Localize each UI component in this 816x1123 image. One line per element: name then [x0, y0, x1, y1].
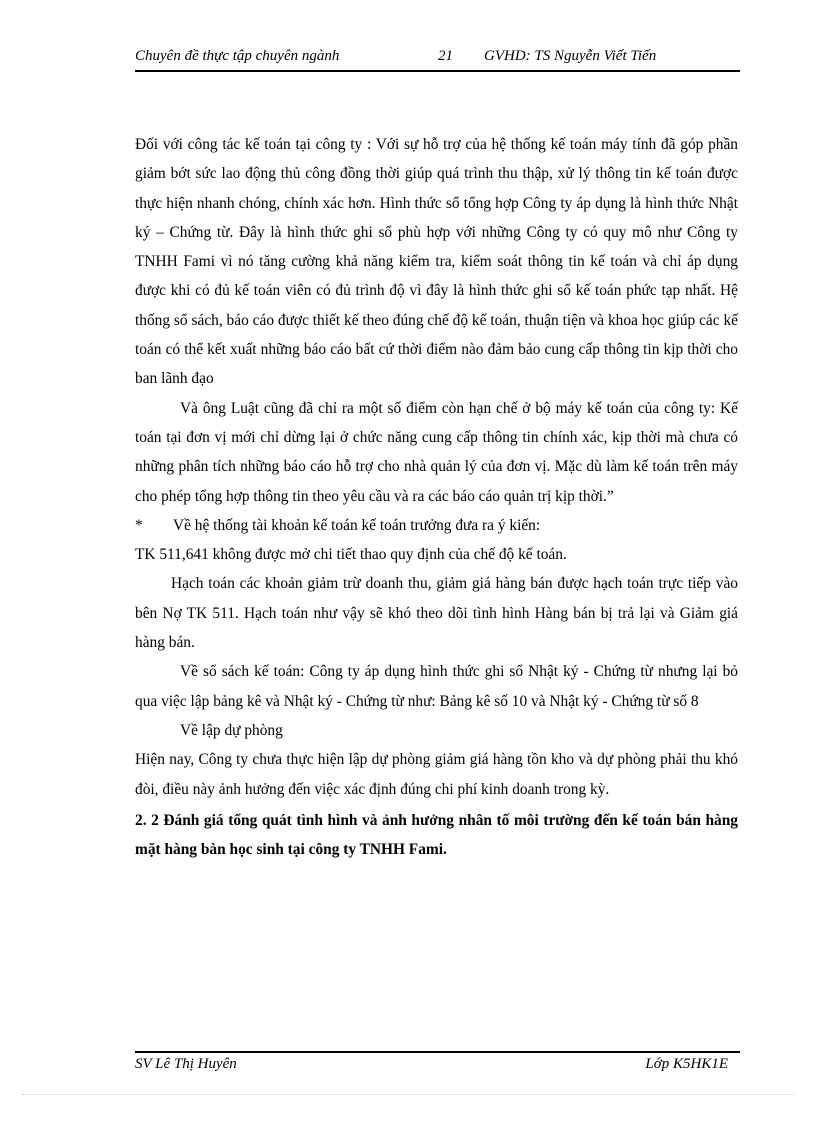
paragraph-accounting-books: Về sổ sách kế toán: Công ty áp dụng hình thức ghi sổ Nhật ký - Chứng từ nhưng lại bỏ qua việc lập bảng kê và Nhật ký - Chứng từ như: Bảng kê số 10 và Nhật ký - Chứng từ số 8 [135, 663, 738, 710]
footer-class: Lớp K5HK1E [645, 1056, 728, 1072]
paragraph-tk-511: TK 511,641 không được mở chi tiết thao quy định của chế độ kế toán. [135, 546, 567, 564]
paragraph-accounting-work: Đối với công tác kế toán tại công ty : Với sự hỗ trợ của hệ thống kế toán máy tính đã góp phần giảm bớt sức lao động thủ công đồng thời giúp quá trình thu thập, xử lý thông tin kế toán được thực hiện nhanh chóng, chính xác hơn. Hình thức sổ tổng hợp Công ty áp dụng là hình thức Nhật ký – Chứng từ. Đây là hình thức ghi sổ phù hợp với những Công ty có quy mô như Công ty TNHH Fami vì nó tăng cường khả năng kiểm tra, kiểm soát thông tin kế toán và chỉ áp dụng được khi có đủ kế toán viên có đủ trình độ vì đây là hình thức ghi sổ kế toán phức tạp nhất. Hệ thống sổ sách, báo cáo được thiết kế theo đúng chế độ kế toán, thuận tiện và khoa học giúp các kế toán có thể kết xuất những báo cáo bất cứ thời điểm nào đảm bảo cung cấp thông tin kịp thời cho ban lãnh đạo [135, 136, 738, 388]
paragraph-provisions: Hiện nay, Công ty chưa thực hiện lập dự phòng giảm giá hàng tồn kho và dự phòng phải thu khó đòi, điều này ảnh hưởng đến việc xác định đúng chi phí kinh doanh trong kỳ. [135, 751, 738, 798]
footer-student-name: SV Lê Thị Huyên [135, 1056, 237, 1072]
page-number: 21 [438, 48, 453, 64]
footer-divider [135, 1051, 740, 1053]
section-heading: 2. 2 Đánh giá tổng quát tình hình và ảnh hưởng nhân tố môi trường đến kế toán bán hàng mặt hàng bàn học sinh tại công ty TNHH Fami. [135, 811, 738, 859]
page-footer [135, 1056, 740, 1078]
document-body [135, 130, 738, 864]
paragraph-provisions-title: Về lập dự phòng [180, 721, 283, 739]
page-header [135, 48, 740, 70]
bullet-account-system [135, 511, 738, 540]
page-edge-line [22, 1094, 794, 1095]
bullet-text: Về hệ thống tài khoản kế toán kế toán trưởng đưa ra ý kiến: [173, 516, 541, 534]
header-supervisor: GVHD: TS Nguyễn Viết Tiến [484, 48, 657, 64]
paragraph-limitations: Và ông Luật cũng đã chỉ ra một số điểm còn hạn chế ở bộ máy kế toán của công ty: Kế toán tại đơn vị mới chỉ dừng lại ở chức năng cung cấp thông tin chính xác, kịp thời mà chưa có những phân tích những báo cáo hỗ trợ cho nhà quản lý của đơn vị. Mặc dù làm kế toán trên máy cho phép tổng hợp thông tin theo yêu cầu và ra các báo cáo quản trị kịp thời.” [135, 399, 738, 505]
header-course-title: Chuyên đề thực tập chuyên ngành [135, 48, 340, 64]
paragraph-revenue-deductions: Hạch toán các khoản giảm trừ doanh thu, giảm giá hàng bán được hạch toán trực tiếp vào bên Nợ TK 511. Hạch toán như vậy sẽ khó theo dõi tình hình Hàng bán bị trả lại và Giảm giá hàng bán. [135, 575, 738, 652]
bullet-symbol: * [135, 516, 143, 534]
header-divider [135, 70, 740, 72]
